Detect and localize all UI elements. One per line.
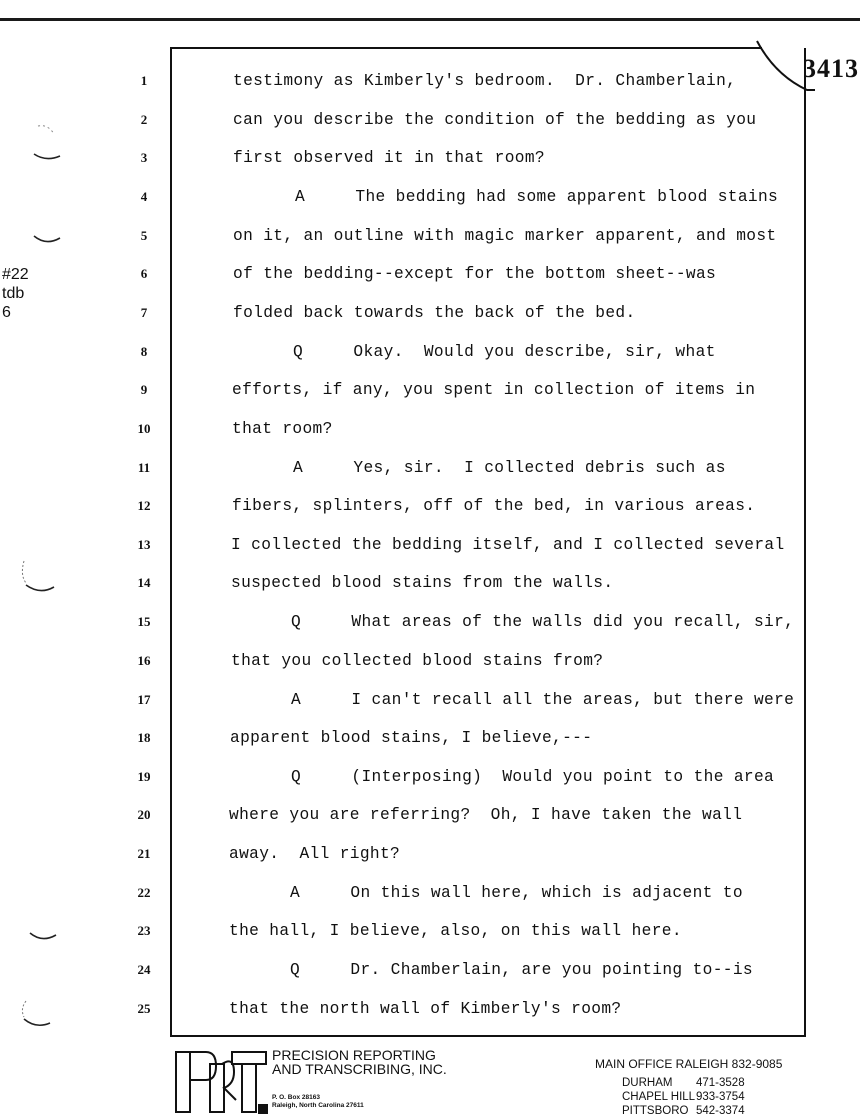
firm-name-line1: PRECISION REPORTING	[272, 1047, 436, 1063]
transcript-line: Q What areas of the walls did you recall, sir,	[291, 613, 795, 631]
firm-name-line2: AND TRANSCRIBING, INC.	[272, 1061, 447, 1077]
line-number: 12	[137, 498, 151, 513]
transcript-line: where you are referring? Oh, I have taken the wall	[229, 806, 743, 824]
transcript-line: I collected the bedding itself, and I collected several	[231, 536, 785, 554]
line-number: 5	[140, 228, 148, 243]
pt-logo	[172, 1044, 270, 1118]
transcript-line: A On this wall here, which is adjacent to	[290, 884, 743, 902]
line-number: 25	[137, 1001, 151, 1016]
line-number: 15	[137, 614, 151, 629]
line-number: 6	[140, 266, 148, 281]
margin-note-line: tdb	[2, 285, 25, 302]
top-rule	[0, 18, 860, 21]
transcript-line: A Yes, sir. I collected debris such as	[293, 459, 726, 477]
transcript-line: suspected blood stains from the walls.	[231, 574, 614, 592]
binder-hole-mark	[16, 995, 60, 1035]
margin-note-line: #22	[2, 266, 29, 283]
line-number: 18	[137, 730, 151, 745]
transcript-line: Q (Interposing) Would you point to the area	[291, 768, 775, 786]
office-city: CHAPEL HILL	[622, 1091, 696, 1103]
line-number: 22	[137, 885, 151, 900]
binder-hole-mark	[24, 925, 64, 949]
line-number: 1	[140, 73, 148, 88]
office-city: DURHAM	[622, 1077, 673, 1089]
transcript-line: A I can't recall all the areas, but there were	[291, 691, 795, 709]
office-city: PITTSBORO	[622, 1105, 689, 1117]
line-number: 13	[137, 537, 151, 552]
transcript-line: on it, an outline with magic marker apparent, and most	[233, 227, 777, 245]
line-number: 3	[140, 150, 148, 165]
firm-name	[272, 1048, 447, 1076]
transcript-line: the hall, I believe, also, on this wall here.	[229, 922, 682, 940]
main-office: MAIN OFFICE RALEIGH 832-9085	[595, 1057, 783, 1071]
office-phone-list	[622, 1076, 745, 1118]
transcript-line: folded back towards the back of the bed.	[233, 304, 636, 322]
transcript-line: that room?	[232, 420, 333, 438]
line-number: 8	[140, 344, 148, 359]
line-number: 24	[137, 962, 151, 977]
line-number: 4	[140, 189, 148, 204]
transcript-line: that the north wall of Kimberly's room?	[229, 1000, 622, 1018]
firm-address	[272, 1094, 364, 1110]
binder-hole-mark	[18, 555, 62, 599]
line-number: 9	[140, 382, 148, 397]
transcript-line: Q Okay. Would you describe, sir, what	[293, 343, 716, 361]
line-number: 17	[137, 692, 151, 707]
binder-hole-mark	[20, 118, 68, 166]
transcript-line: A The bedding had some apparent blood stains	[295, 188, 779, 206]
transcript-line: testimony as Kimberly's bedroom. Dr. Chamberlain,	[233, 72, 737, 90]
margin-note	[2, 265, 29, 322]
transcript-line: efforts, if any, you spent in collection of items in	[232, 381, 756, 399]
margin-note-line: 6	[2, 304, 11, 321]
office-phone: 933-3754	[696, 1091, 745, 1103]
line-number: 21	[137, 846, 151, 861]
transcript-line: Q Dr. Chamberlain, are you pointing to--is	[290, 961, 753, 979]
line-number: 7	[140, 305, 148, 320]
line-number: 14	[137, 575, 151, 590]
office-phone: 542-3374	[696, 1105, 745, 1117]
transcript-line: apparent blood stains, I believe,---	[230, 729, 593, 747]
office-phone: 471-3528	[696, 1077, 745, 1089]
line-number: 19	[137, 769, 151, 784]
line-number: 23	[137, 923, 151, 938]
transcript-line: that you collected blood stains from?	[231, 652, 604, 670]
office-row	[622, 1104, 745, 1118]
page-number: 3413	[803, 54, 859, 83]
transcript-line: first observed it in that room?	[233, 149, 545, 167]
line-number: 2	[140, 112, 148, 127]
line-number: 10	[137, 421, 151, 436]
office-row	[622, 1090, 745, 1104]
address-line1: P. O. Box 28163	[272, 1094, 320, 1101]
line-number: 11	[137, 460, 151, 475]
transcript-line: away. All right?	[229, 845, 401, 863]
line-number: 16	[137, 653, 151, 668]
office-row	[622, 1076, 745, 1090]
transcript-line: can you describe the condition of the bedding as you	[233, 111, 757, 129]
line-number: 20	[137, 807, 151, 822]
transcript-line: fibers, splinters, off of the bed, in various areas.	[232, 497, 756, 515]
binder-hole-mark	[28, 226, 68, 250]
transcript-line: of the bedding--except for the bottom sheet--was	[233, 265, 717, 283]
address-line2: Raleigh, North Carolina 27611	[272, 1102, 364, 1109]
